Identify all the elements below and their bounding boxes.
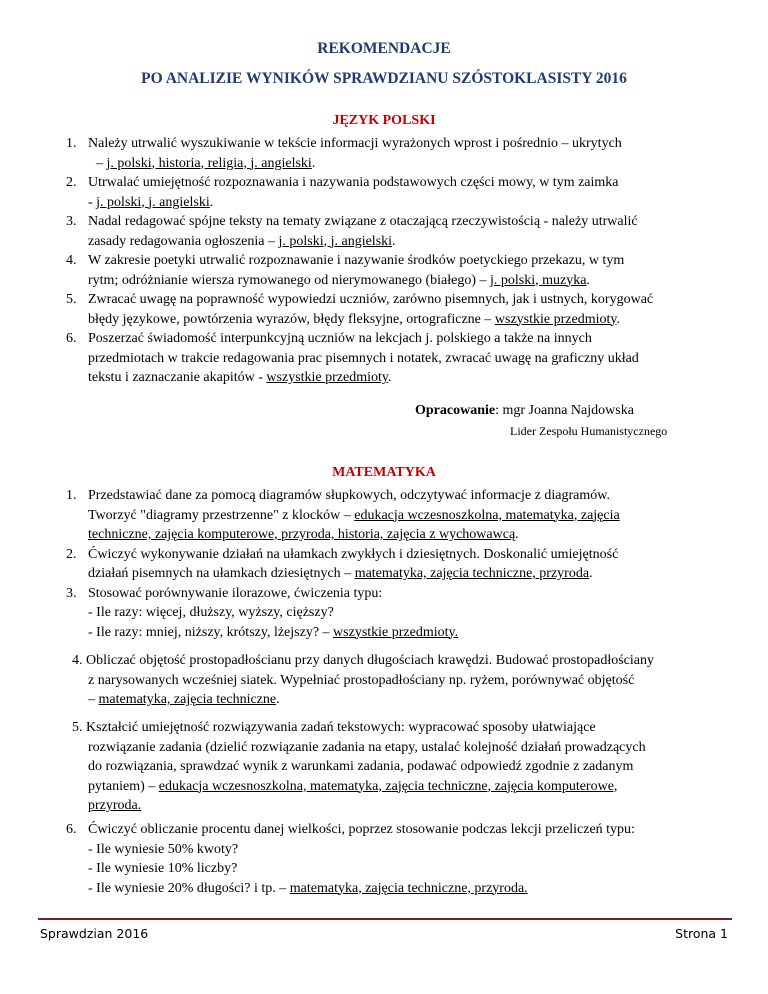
list-item: 5. Zwracać uwagę na poprawność wypowiedzi uczniów, zarówno pisemnych, jak i ustnych, korygować błędy językowe, powtórzenia wyrazów, błędy fleksyjne, ortograficzne – wszystkie przedmioty. — [66, 292, 654, 327]
list-item: 3. Nadal redagować spójne teksty na tematy związane z otaczającą rzeczywistością - należy utrwalić zasady redagowania ogłoszenia – j. polski, j. angielski. — [66, 214, 638, 249]
document-title: REKOMENDACJE — [317, 40, 451, 57]
matematyka-list-6 — [0, 820, 768, 898]
list-item: 2. Ćwiczyć wykonywanie działań na ułamkach zwykłych i dziesiętnych. Doskonalić umiejętność działań pisemnych na ułamkach dziesiętnych – matematyka, zajęcia techniczne, przyroda. — [66, 546, 619, 581]
polski-list — [0, 134, 768, 388]
section-heading-matematyka: MATEMATYKA — [332, 465, 436, 480]
list-item: 6. Ćwiczyć obliczanie procentu danej wielkości, poprzez stosowanie podczas lekcji przeliczeń typu: - Ile wyniesie 50% kwoty? - Ile wyniesie 10% liczby? - Ile wyniesie 20% długości? i tp. – matematyka, zajęcia techniczne, przyroda. — [66, 822, 635, 896]
list-item: 3. Stosować porównywanie ilorazowe, ćwiczenia typu: - Ile razy: więcej, dłuższy, wyższy, cięższy? - Ile razy: mniej, niższy, krótszy, lżejszy? – wszystkie przedmioty. — [66, 585, 459, 640]
footer-divider — [38, 918, 732, 920]
list-item: 4. Obliczać objętość prostopadłościanu przy danych długościach krawędzi. Budować prostopadłościany z narysowanych wcześniej siatek. Wypełniać prostopadłościany np. ryżem, porównywać objętość – matematyka, zajęcia techniczne. — [72, 653, 654, 707]
page-number: Strona 1 — [675, 926, 728, 941]
list-item: 1. Należy utrwalić wyszukiwanie w tekście informacji wyrażonych wprost i pośrednio – ukrytych – j. polski, historia, religia, j. angielski. — [66, 136, 622, 171]
list-item: 6. Poszerzać świadomość interpunkcyjną uczniów na lekcjach j. polskiego a także na innych przedmiotach w trakcie redagowania prac pisemnych i notatek, zwracać uwagę na graficzny układ tekstu i zaznaczanie akapitów - wszystkie przedmioty. — [66, 331, 639, 385]
section-heading-polski: JĘZYK POLSKI — [332, 113, 436, 128]
author-signature: Opracowanie: mgr Joanna Najdowska — [415, 403, 634, 418]
author-role: Lider Zespołu Humanistycznego — [510, 424, 668, 438]
list-item: 5. Kształcić umiejętność rozwiązywania zadań tekstowych: wypracować sposoby ułatwiające rozwiązanie zadania (dzielić rozwiązanie zadania na etapy, ustalać kolejność działań prowadzących do rozwiązania, sprawdzać wynik z warunkami zadania, podawać odpowiedź zgodnie z zadanym pytaniem) – edukacja wczesnoszkolna, matematyka, zajęcia techniczne, zajęcia komputerowe, przyroda. — [72, 720, 646, 813]
list-item: 2. Utrwalać umiejętność rozpoznawania i nazywania podstawowych części mowy, w tym zaimka - j. polski, j. angielski. — [66, 175, 619, 210]
document-subtitle: PO ANALIZIE WYNIKÓW SPRAWDZIANU SZÓSTOKLASISTY 2016 — [141, 70, 627, 87]
list-item: 4. W zakresie poetyki utrwalić rozpoznawanie i nazywanie środków poetyckiego przekazu, w tym rytm; odróżnianie wiersza rymowanego od nierymowanego (białego) – j. polski, muzyka. — [66, 253, 625, 288]
list-item: 1. Przedstawiać dane za pomocą diagramów słupkowych, odczytywać informacje z diagramów. Tworzyć "diagramy przestrzenne" z klocków – edukacja wczesnoszkolna, matematyka, zajęcia techniczne, zajęcia komputerowe, przyroda, historia, zajęcia z wychowawcą. — [66, 488, 620, 542]
footer-left: Sprawdzian 2016 — [40, 926, 149, 941]
matematyka-list — [0, 486, 768, 642]
